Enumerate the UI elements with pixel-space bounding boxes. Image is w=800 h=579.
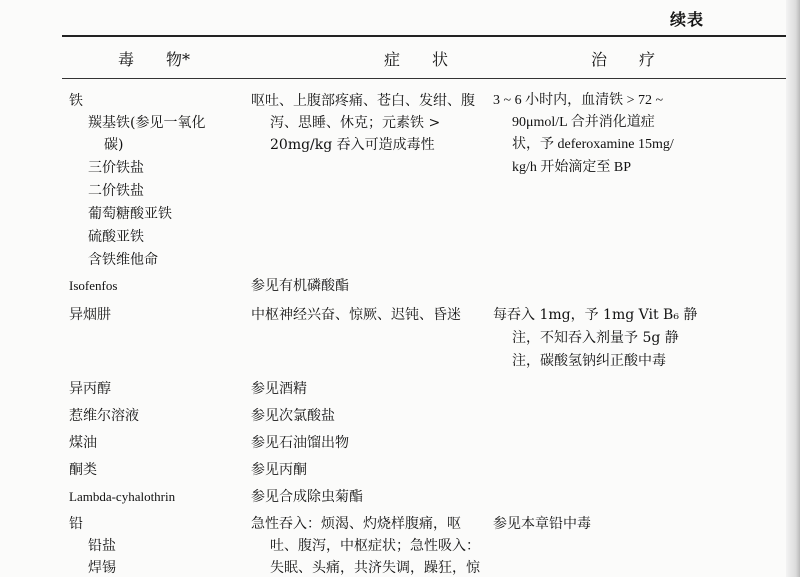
symptom-line: 中枢神经兴奋、惊厥、迟钝、昏迷: [251, 307, 461, 323]
treatment-line: 90μmol/L 合并消化道症: [512, 115, 655, 130]
table-top-rule: [62, 35, 786, 37]
symptom-line: 参见合成除虫菊酯: [251, 489, 363, 505]
treatment-line: 3 ~ 6 小时内，血清铁 > 72 ~: [493, 93, 664, 108]
column-header-toxin: 毒 物*: [118, 50, 191, 69]
toxin-name-kerosene: 煤油: [69, 435, 97, 451]
toxin-name-isoniazid: 异烟肼: [69, 307, 111, 323]
toxin-sub-item: 三价铁盐: [88, 160, 144, 176]
treatment-line: 参见本章铅中毒: [493, 516, 591, 532]
treatment-line: 注，不知吞入剂量予 5g 静: [512, 330, 679, 346]
symptom-line: 参见石油馏出物: [251, 435, 349, 451]
continued-table-label: 续表: [669, 10, 704, 29]
toxin-sub-item: 铅盐: [88, 538, 116, 554]
toxin-sub-item: 羰基铁(参见一氧化: [88, 115, 206, 131]
toxin-sub-item: 含铁维他命: [88, 252, 158, 268]
symptom-line: 20mg/kg 吞入可造成毒性: [270, 137, 435, 153]
treatment-line: 状，予 deferoxamine 15mg/: [512, 137, 674, 152]
toxin-sub-item: 二价铁盐: [88, 183, 144, 199]
symptom-line: 参见酒精: [251, 381, 307, 397]
symptom-line: 泻、思睡、休克；元素铁 >: [270, 115, 441, 131]
treatment-line: kg/h 开始滴定至 BP: [512, 160, 632, 175]
toxin-name-lambda-cyhalothrin: Lambda-cyhalothrin: [69, 489, 176, 504]
treatment-line: 注，碳酸氢钠纠正酸中毒: [512, 353, 666, 369]
symptom-line: 呕吐、上腹部疼痛、苍白、发绀、腹: [251, 93, 475, 109]
toxin-sub-item: 葡萄糖酸亚铁: [88, 206, 172, 222]
symptom-line: 失眠、头痛，共济失调，躁狂，惊: [270, 560, 480, 576]
symptom-line: 急性吞入：烦渴、灼烧样腹痛，呕: [251, 516, 461, 532]
toxin-sub-item: 焊锡: [88, 560, 116, 576]
table-header-rule: [62, 78, 786, 79]
column-header-treatment: 治 疗: [591, 50, 656, 69]
treatment-line: 每吞入 1mg，予 1mg Vit B₆ 静: [493, 307, 698, 323]
toxin-name-isofenfos: Isofenfos: [69, 278, 118, 293]
symptom-line: 参见有机磷酸酯: [251, 278, 349, 294]
symptom-line: 参见次氯酸盐: [251, 408, 335, 424]
toxin-sub-item: 碳): [104, 137, 124, 153]
symptom-line: 参见丙酮: [251, 462, 307, 478]
toxin-name-lead: 铅: [69, 516, 83, 532]
toxin-name-isopropanol: 异丙醇: [69, 381, 111, 397]
toxin-name-iron: 铁: [69, 93, 83, 109]
toxin-sub-item: 硫酸亚铁: [88, 229, 144, 245]
toxin-name-ketones: 酮类: [69, 462, 97, 478]
column-header-symptoms: 症 状: [384, 50, 449, 69]
toxin-name-javelle: 惹维尔溶液: [69, 408, 139, 424]
page-edge-shadow: [786, 0, 800, 577]
symptom-line: 吐、腹泻，中枢症状；急性吸入：: [270, 538, 480, 554]
